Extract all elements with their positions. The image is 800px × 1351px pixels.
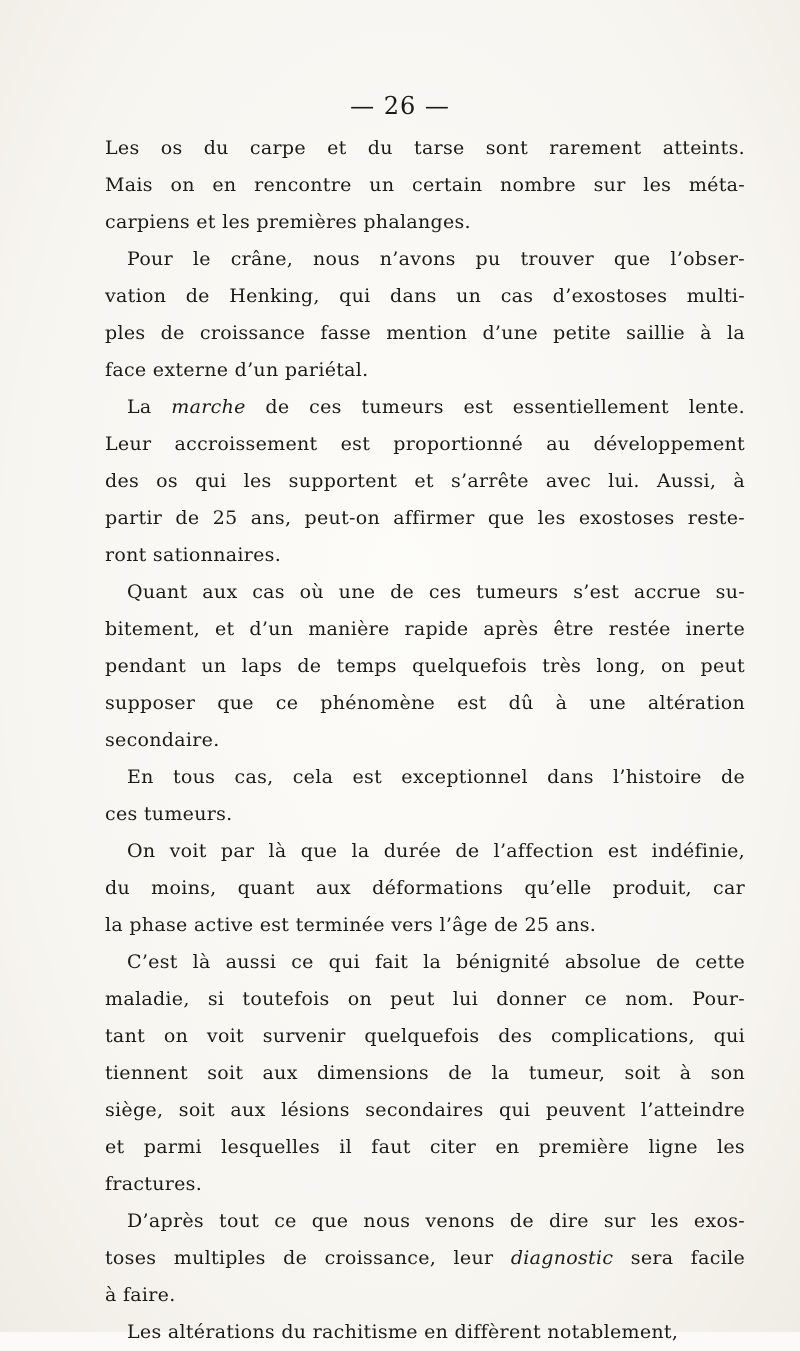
text-line: secondaire.: [105, 729, 220, 751]
text-line: Mais on en rencontre un certain nombre sur les méta-: [105, 174, 745, 196]
text-line: supposer que ce phénomène est dû à une altération: [105, 692, 745, 714]
text-line: La marche de ces tumeurs est essentiellement lente.: [127, 396, 745, 418]
text-line: bitement, et d’un manière rapide après être restée inerte: [105, 618, 745, 640]
text-line: pendant un laps de temps quelquefois très long, on peut: [105, 655, 745, 677]
text-line: tant on voit survenir quelquefois des complications, qui: [105, 1025, 745, 1047]
text-line: vation de Henking, qui dans un cas d’exostoses multi-: [105, 285, 745, 307]
text-line: Pour le crâne, nous n’avons pu trouver que l’obser-: [127, 248, 745, 270]
text-line: tiennent soit aux dimensions de la tumeur, soit à son: [105, 1062, 745, 1084]
text-line: Les altérations du rachitisme en diffèrent notablement,: [127, 1321, 679, 1343]
text-line: C’est là aussi ce qui fait la bénignité absolue de cette: [127, 951, 745, 973]
text-line: ront sationnaires.: [105, 544, 282, 566]
text-line: D’après tout ce que nous venons de dire sur les exos-: [127, 1210, 745, 1232]
text-line: En tous cas, cela est exceptionnel dans l’histoire de: [127, 766, 745, 788]
text-line: siège, soit aux lésions secondaires qui peuvent l’atteindre: [105, 1099, 745, 1121]
text-line: toses multiples de croissance, leur diagnostic sera facile: [105, 1247, 746, 1269]
body-text: [105, 130, 745, 1351]
text-line: fractures.: [105, 1173, 203, 1195]
text-line: la phase active est terminée vers l’âge de 25 ans.: [105, 914, 597, 936]
text-line: ples de croissance fasse mention d’une petite saillie à la: [105, 322, 745, 344]
text-line: des os qui les supportent et s’arrête avec lui. Aussi, à: [105, 470, 745, 492]
text-line: Les os du carpe et du tarse sont rarement atteints.: [105, 137, 745, 159]
emphasis: diagnostic: [510, 1247, 614, 1269]
text-line: à faire.: [105, 1284, 176, 1306]
text-line: ces tumeurs.: [105, 803, 233, 825]
text-line: Leur accroissement est proportionné au développement: [105, 433, 745, 455]
text-line: et parmi lesquelles il faut citer en première ligne les: [105, 1136, 745, 1158]
text-line: maladie, si toutefois on peut lui donner ce nom. Pour-: [105, 988, 745, 1010]
text-line: On voit par là que la durée de l’affection est indéfinie,: [127, 840, 745, 862]
text-line: Quant aux cas où une de ces tumeurs s’est accrue su-: [127, 581, 745, 603]
text-line: face externe d’un pariétal.: [105, 359, 369, 381]
text-line: partir de 25 ans, peut-on affirmer que les exostoses reste-: [105, 507, 745, 529]
emphasis: marche: [171, 396, 246, 418]
text-line: du moins, quant aux déformations qu’elle produit, car: [105, 877, 745, 899]
text-line: carpiens et les premières phalanges.: [105, 211, 471, 233]
page-number: — 26 —: [350, 92, 450, 120]
